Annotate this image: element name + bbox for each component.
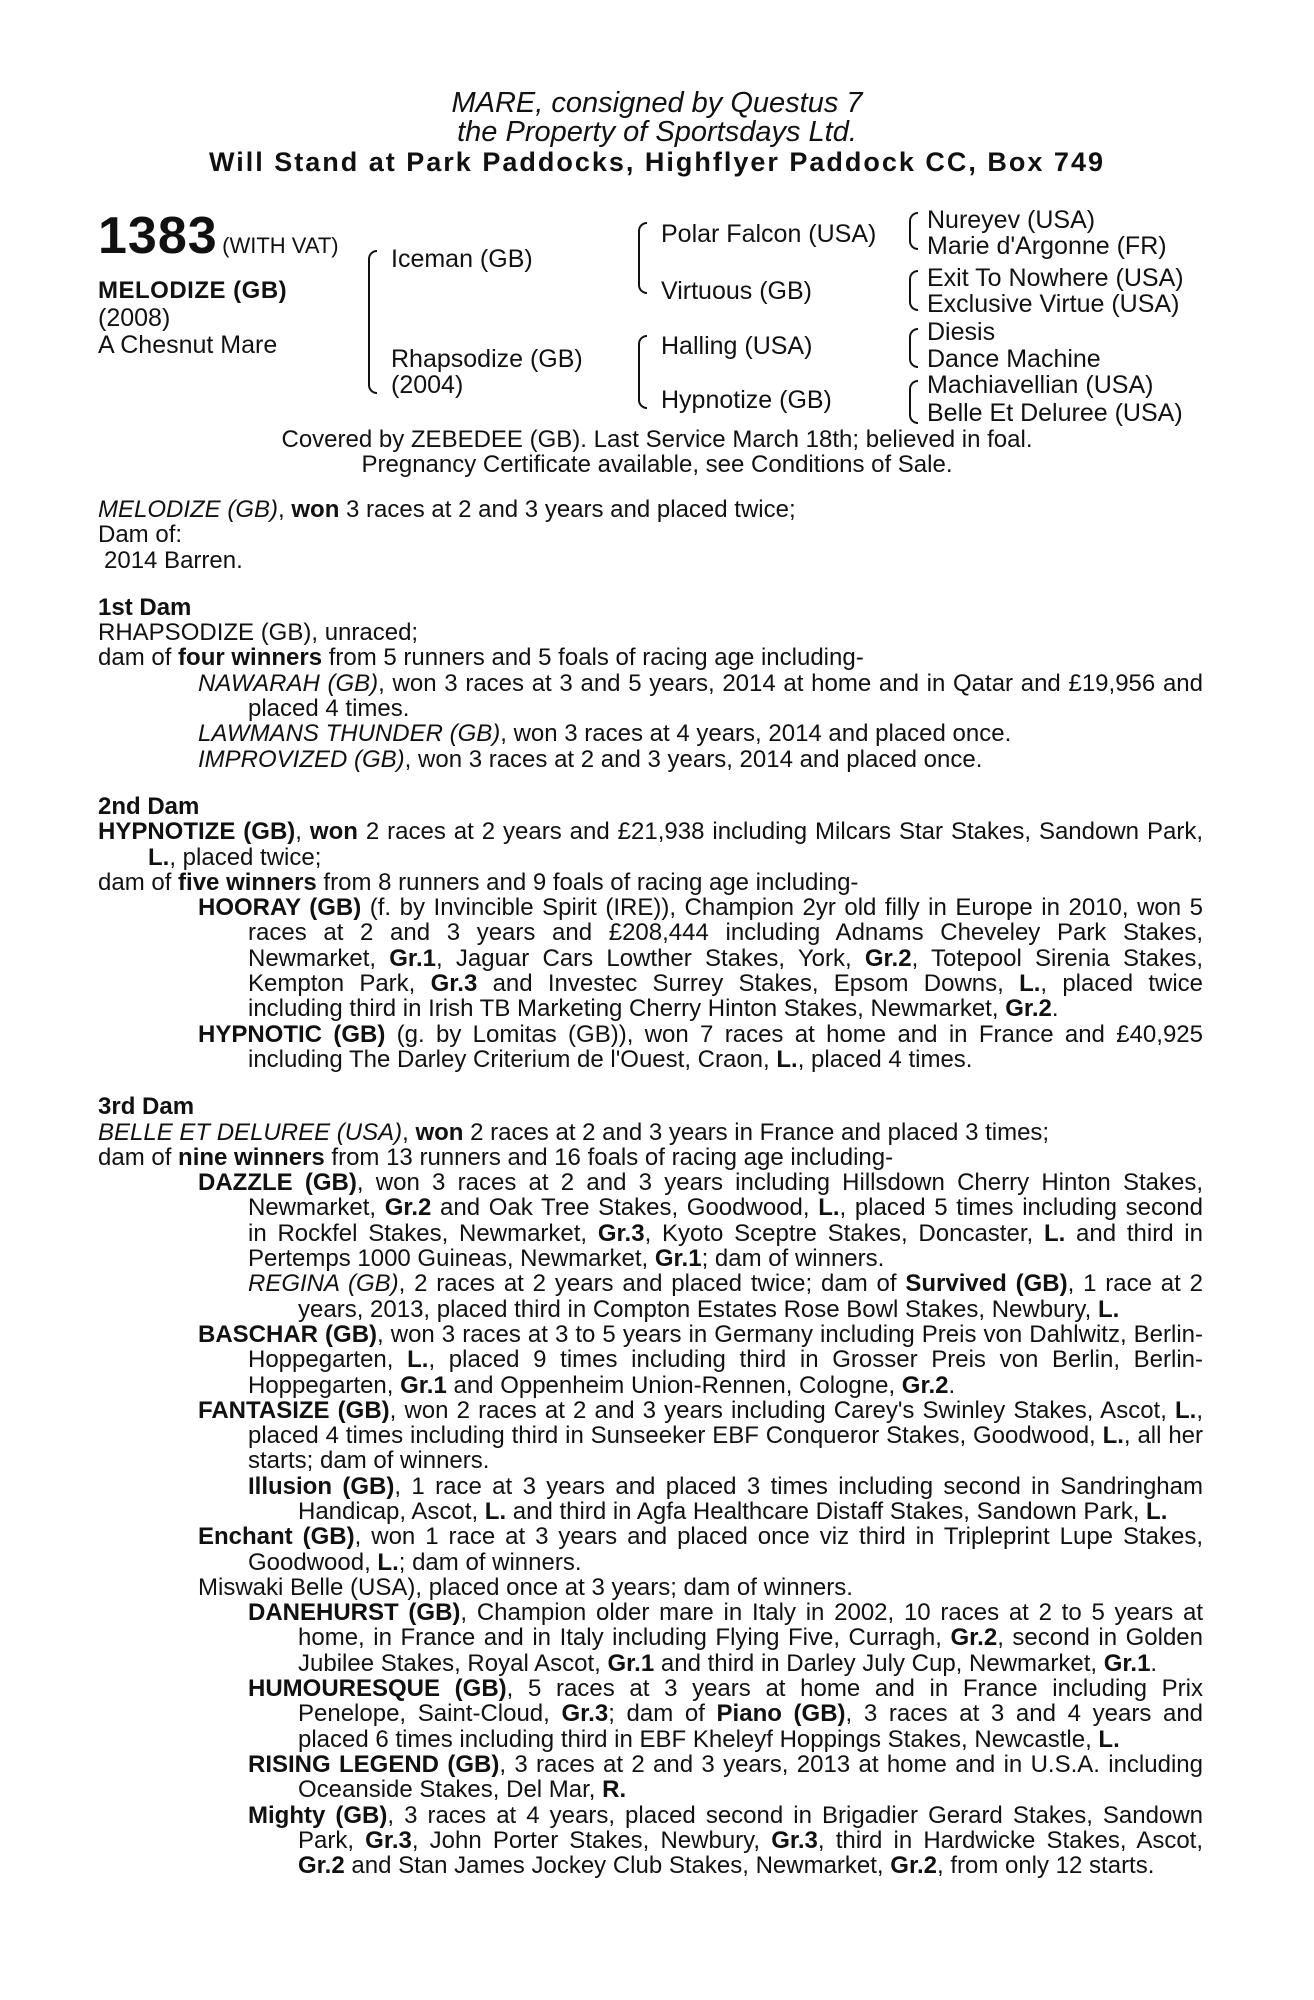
pedigree-brace-g34 (909, 270, 918, 311)
grandsire-4: Exclusive Virtue (USA) (927, 290, 1180, 318)
cover-note: Covered by ZEBEDEE (GB). Last Service March 18th; believed in foal. (281, 426, 1033, 453)
grandsire-2: Marie d'Argonne (FR) (927, 232, 1167, 260)
pedigree-brace-dam (638, 335, 647, 409)
entry-hypnotic: HYPNOTIC (GB) (g. by Lomitas (GB)), won 7 races at home and in France and £40,925 including The Darley Criterium de l'Ouest, Craon, L., placed 4 times. (198, 1020, 1203, 1073)
grandsire-3: Exit To Nowhere (USA) (927, 264, 1184, 292)
pedigree-brace-g56 (909, 328, 918, 368)
first-dam-line: RHAPSODIZE (GB), unraced; (98, 619, 419, 647)
first-dam-heading: 1st Dam (98, 593, 192, 621)
foaling-year: (2008) (98, 304, 171, 332)
produce-2014: 2014 Barren. (104, 546, 243, 574)
grandsire-6: Dance Machine (927, 345, 1101, 373)
grandsire-8: Belle Et Deluree (USA) (927, 399, 1183, 427)
produce-record (98, 497, 1203, 1878)
pedigree-brace-g78 (909, 380, 918, 424)
entry-mighty: Mighty (GB), 3 races at 4 years, placed second in Brigadier Gerard Stakes, Sandown Park, Gr.3, John Porter Stakes, Newbury, Gr.3, third in Hardwicke Stakes, Ascot, Gr.2 and Stan James Jockey Club Stakes, Newmarket, Gr.2, from only 12 starts. (248, 1801, 1204, 1880)
consignor-line: MARE, consigned by Questus 7 (451, 87, 863, 119)
entry-fantasize: FANTASIZE (GB), won 2 races at 2 and 3 years including Carey's Swinley Stakes, Ascot, L., placed 4 times including third in Sunseeker EBF Conqueror Stakes, Goodwood, L., all her starts; dam of winners. (198, 1396, 1204, 1475)
dam-of-label: Dam of: (98, 521, 183, 549)
second-dam-summary: dam of five winners from 8 runners and 9 foals of racing age including- (98, 868, 859, 896)
pregnancy-note: Pregnancy Certificate available, see Conditions of Sale. (361, 451, 953, 478)
lot-number-row (98, 206, 339, 266)
dam-year: (2004) (391, 371, 464, 399)
pedigree-brace-main (368, 250, 377, 394)
entry-rising-legend: RISING LEGEND (GB), 3 races at 2 and 3 years, 2013 at home and in U.S.A. including Oceanside Stakes, Del Mar, R. (248, 1750, 1203, 1804)
entry-hooray: HOORAY (GB) (f. by Invincible Spirit (IRE)), Champion 2yr old filly in Europe in 2010, won 5 races at 2 and 3 years and £208,444 including Adnams Cheveley Park Stakes, Newmarket, Gr.1, Jaguar Cars Lowther Stakes, York, Gr.2, Totepool Sirenia Stakes, Kempton Park, Gr.3 and Investec Surrey Stakes, Epsom Downs, L., placed twice including third in Irish TB Marketing Cherry Hinton Stakes, Newmarket, Gr.2. (198, 894, 1203, 1023)
third-dam-summary: dam of nine winners from 13 runners and 16 foals of racing age including- (98, 1143, 894, 1171)
third-dam-line: BELLE ET DELUREE (USA), won 2 races at 2 and 3 years in France and placed 3 times; (98, 1118, 1050, 1146)
horse-name: MELODIZE (GB) (98, 277, 288, 304)
pedigree-brace-sire (638, 222, 647, 294)
entry-danehurst: DANEHURST (GB), Champion older mare in Italy in 2002, 10 races at 2 to 5 years at home, in France and in Italy including Flying Five, Curragh, Gr.2, second in Golden Jubilee Stakes, Royal Ascot, Gr.1 and third in Darley July Cup, Newmarket, Gr.1. (248, 1599, 1203, 1677)
first-dam-summary: dam of four winners from 5 runners and 5 foals of racing age including- (98, 644, 864, 672)
entry-enchant: Enchant (GB), won 1 race at 3 years and placed once viz third in Tripleprint Lupe Stakes, Goodwood, L.; dam of winners. (198, 1523, 1204, 1576)
entry-dazzle: DAZZLE (GB), won 3 races at 2 and 3 years including Hillsdown Cherry Hinton Stakes, Newmarket, Gr.2 and Oak Tree Stakes, Goodwood, L., placed 5 times including second in Rockfel Stakes, Newmarket, Gr.3, Kyoto Sceptre Stakes, Doncaster, L. and third in Pertemps 1000 Guineas, Newmarket, Gr.1; dam of winners. (198, 1169, 1203, 1273)
dam-name: Rhapsodize (GB) (391, 345, 583, 373)
dam-sire-name: Halling (USA) (661, 332, 813, 360)
lot-number: 1383 (98, 207, 218, 265)
property-line: the Property of Sportsdays Ltd. (457, 116, 857, 148)
intro-line: MELODIZE (GB), won 3 races at 2 and 3 years and placed twice; (98, 496, 796, 523)
dam-dam-name: Hypnotize (GB) (661, 386, 832, 414)
third-dam-heading: 3rd Dam (98, 1093, 195, 1121)
grandsire-1: Nureyev (USA) (927, 206, 1096, 234)
grandsire-5: Diesis (927, 318, 996, 346)
second-dam-line: HYPNOTIZE (GB), won 2 races at 2 years and £21,938 including Milcars Star Stakes, Sandown Park, L., placed twice; (98, 818, 1203, 871)
entry-humouresque: HUMOURESQUE (GB), 5 races at 3 years at home and in France including Prix Penelope, Saint-Cloud, Gr.3; dam of Piano (GB), 3 races at 3 and 4 years and placed 6 times including third in EBF Kheleyf Hoppings Stakes, Newcastle, L. (248, 1675, 1204, 1753)
entry-regina: REGINA (GB), 2 races at 2 years and placed twice; dam of Survived (GB), 1 race at 2 years, 2013, placed third in Compton Estates Rose Bowl Stakes, Newbury, L. (248, 1270, 1204, 1323)
second-dam-heading: 2nd Dam (98, 792, 200, 820)
vat-label: (WITH VAT) (222, 233, 339, 258)
entry-nawarah: NAWARAH (GB), won 3 races at 3 and 5 years, 2014 at home and in Qatar and £19,956 and placed 4 times. (198, 669, 1203, 723)
entry-miswaki-belle: Miswaki Belle (USA), placed once at 3 years; dam of winners. (198, 1573, 853, 1601)
entry-lawmans-thunder: LAWMANS THUNDER (GB), won 3 races at 4 years, 2014 and placed once. (198, 720, 1012, 748)
stand-line: Will Stand at Park Paddocks, Highflyer Paddock CC, Box 749 (209, 147, 1105, 177)
sire-name: Iceman (GB) (391, 245, 533, 273)
sire-dam-name: Virtuous (GB) (661, 277, 812, 305)
pedigree-brace-g12 (909, 212, 918, 250)
sire-sire-name: Polar Falcon (USA) (661, 220, 877, 248)
entry-illusion: Illusion (GB), 1 race at 3 years and placed 3 times including second in Sandringham Handicap, Ascot, L. and third in Agfa Healthcare Distaff Stakes, Sandown Park, L. (248, 1472, 1203, 1525)
horse-description: A Chesnut Mare (98, 331, 278, 359)
entry-improvized: IMPROVIZED (GB), won 3 races at 2 and 3 years, 2014 and placed once. (198, 745, 983, 773)
entry-baschar: BASCHAR (GB), won 3 races at 3 to 5 years in Germany including Preis von Dahlwitz, Berlin-Hoppegarten, L., placed 9 times including third in Grosser Preis von Berlin, Berlin-Hoppegarten, Gr.1 and Oppenheim Union-Rennen, Cologne, Gr.2. (198, 1320, 1204, 1399)
grandsire-7: Machiavellian (USA) (927, 371, 1154, 399)
